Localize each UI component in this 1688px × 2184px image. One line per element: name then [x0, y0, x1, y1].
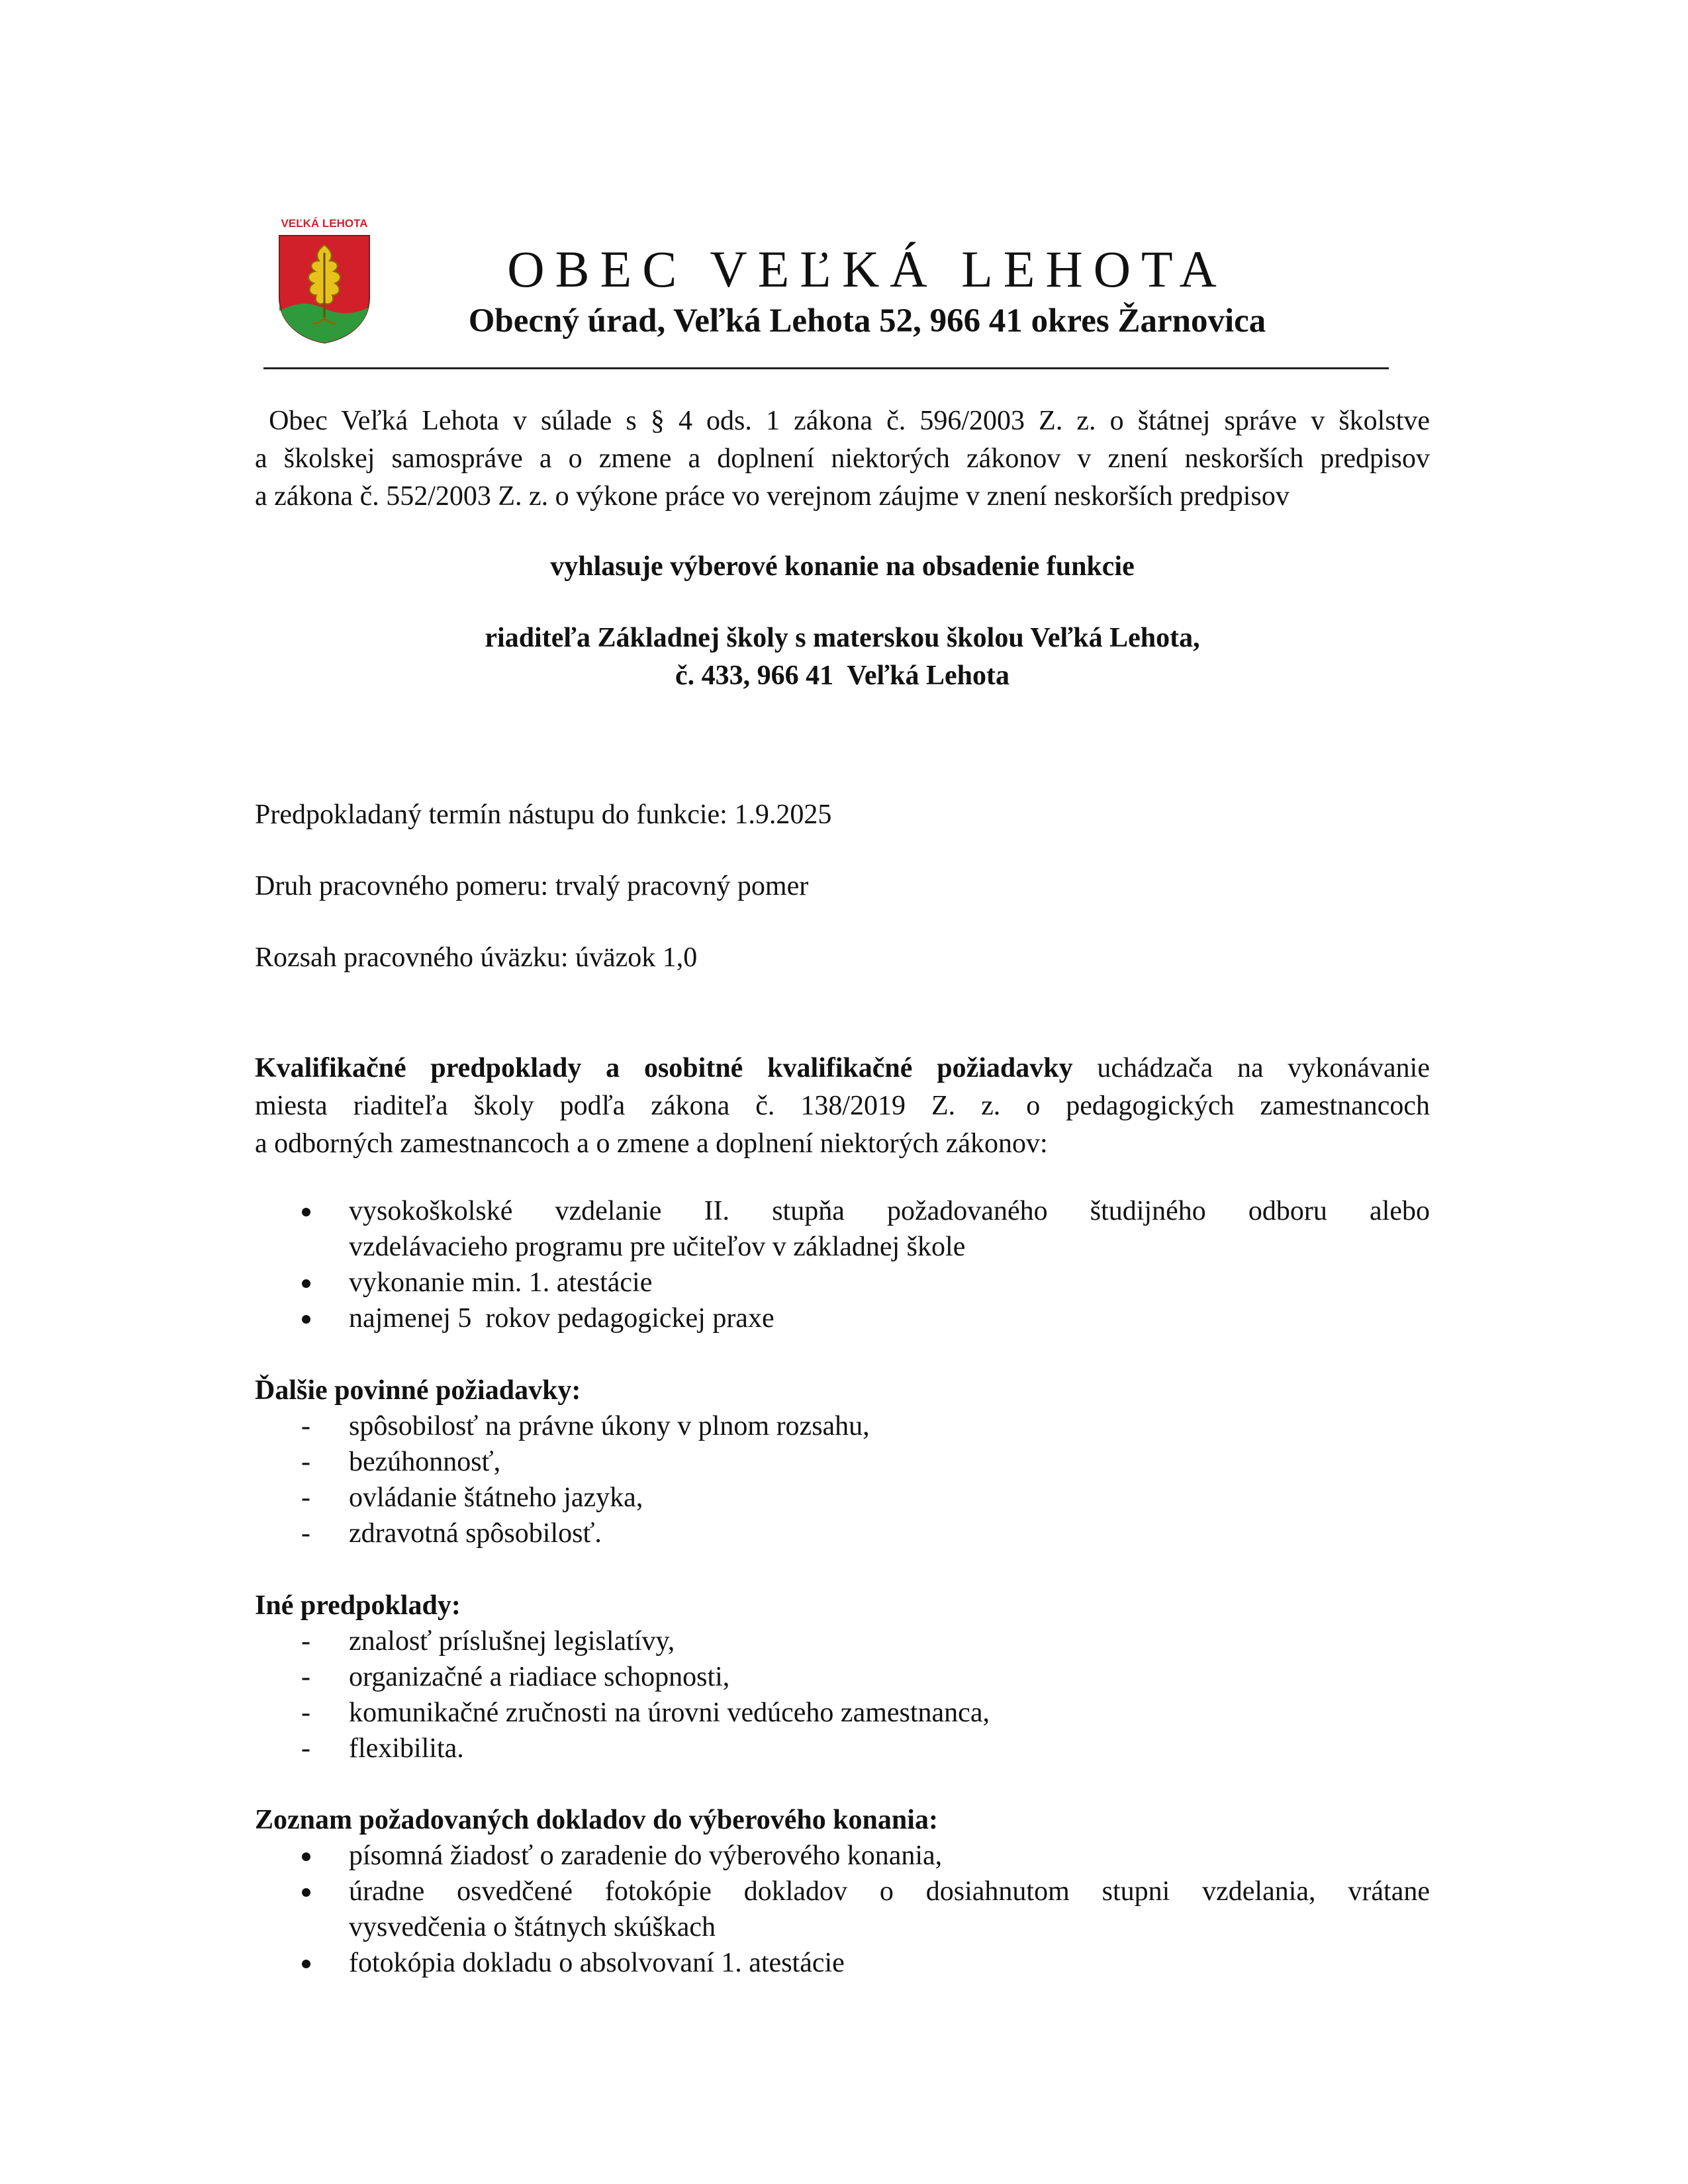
- bullet-icon: [302, 1960, 310, 1968]
- dash-icon: -: [301, 1626, 310, 1657]
- documents-heading: Zoznam požadovaných dokladov do výberového konania:: [255, 1805, 938, 1835]
- municipality-name: OBEC VEĽKÁ LEHOTA: [507, 240, 1227, 298]
- list-item: [255, 1874, 1430, 1945]
- list-item: [255, 1695, 1430, 1731]
- dash-icon: -: [301, 1411, 310, 1441]
- other-prerequisites-heading: Iné predpoklady:: [255, 1590, 461, 1621]
- list-item: [255, 1659, 1430, 1695]
- list-item-text: ovládanie štátneho jazyka,: [349, 1482, 643, 1513]
- list-item-line: fotokópia dokladu o absolvovaní 1. atestácie: [349, 1948, 845, 1978]
- position-title: [255, 619, 1430, 695]
- qualifications-bold-lead: Kvalifikačné predpoklady a osobitné kvalifikačné požiadavky: [255, 1053, 1073, 1083]
- intro-line: Obec Veľká Lehota v súlade s § 4 ods. 1 zákona č. 596/2003 Z. z. o štátnej správe v školstve: [255, 406, 1430, 436]
- dash-icon: -: [301, 1518, 310, 1549]
- dash-icon: -: [301, 1482, 310, 1513]
- list-item-line: vykonanie min. 1. atestácie: [349, 1267, 653, 1298]
- list-item: [255, 1408, 1430, 1444]
- bullet-icon: [302, 1279, 310, 1288]
- dash-icon: -: [301, 1698, 310, 1728]
- intro-line: a zákona č. 552/2003 Z. z. o výkone práce vo verejnom záujme v znení neskorších predpisov: [255, 481, 1289, 512]
- dash-icon: -: [301, 1733, 310, 1764]
- header-divider: [263, 367, 1389, 369]
- office-address: Obecný úrad, Veľká Lehota 52, 966 41 okres Žarnovica: [468, 302, 1266, 340]
- list-item-text: znalosť príslušnej legislatívy,: [349, 1626, 675, 1657]
- list-item-text: organizačné a riadiace schopnosti,: [349, 1662, 730, 1692]
- qualifications-line-rest: uchádzača na vykonávanie: [1072, 1053, 1430, 1083]
- list-item: [255, 1945, 1430, 1981]
- list-item-line: úradne osvedčené fotokópie dokladov o dosiahnutom stupni vzdelania, vrátane: [349, 1876, 1430, 1907]
- dash-icon: -: [301, 1662, 310, 1692]
- qualifications-line: [255, 1050, 1430, 1087]
- list-item: [255, 1838, 1430, 1874]
- list-item-text: zdravotná spôsobilosť.: [349, 1518, 602, 1549]
- list-item-line: vzdelávacieho programu pre učiteľov v základnej škole: [349, 1232, 966, 1262]
- position-line: riaditeľa Základnej školy s materskou školou Veľká Lehota,: [485, 623, 1200, 653]
- list-item: [255, 1480, 1430, 1516]
- crest-caption: VEĽKÁ LEHOTA: [281, 217, 368, 230]
- intro-line: a školskej samospráve a o zmene a doplnení niektorých zákonov v znení neskorších predpisov: [255, 443, 1430, 474]
- list-item-text: komunikačné zručnosti na úrovni vedúceho zamestnanca,: [349, 1698, 990, 1728]
- list-item-text: flexibilita.: [349, 1733, 464, 1764]
- intro-paragraph: [255, 402, 1430, 516]
- qualifications-line: a odborných zamestnancoch a o zmene a doplnení niektorých zákonov:: [255, 1128, 1048, 1159]
- position-line: č. 433, 966 41 Veľká Lehota: [675, 660, 1010, 691]
- qualifications-paragraph: [255, 1050, 1430, 1163]
- list-item-line: najmenej 5 rokov pedagogickej praxe: [349, 1303, 774, 1334]
- bullet-icon: [302, 1208, 310, 1216]
- other-required-list: [255, 1408, 1430, 1551]
- announcement: vyhlasuje výberové konanie na obsadenie funkcie: [550, 551, 1135, 582]
- other-required-heading: Ďalšie povinné požiadavky:: [255, 1375, 581, 1406]
- bullet-icon: [302, 1852, 310, 1861]
- list-item: [255, 1193, 1430, 1265]
- list-item-line: vysvedčenia o štátnych skúškach: [349, 1912, 716, 1942]
- bullet-icon: [302, 1888, 310, 1897]
- list-item: [255, 1516, 1430, 1551]
- term-employment: Druh pracovného pomeru: trvalý pracovný pomer: [255, 871, 809, 901]
- list-item-line: písomná žiadosť o zaradenie do výberového konania,: [349, 1841, 943, 1871]
- bullet-icon: [302, 1315, 310, 1324]
- list-item-text: bezúhonnosť,: [349, 1447, 501, 1477]
- qualifications-line: miesta riaditeľa školy podľa zákona č. 138/2019 Z. z. o pedagogických zamestnancoch: [255, 1091, 1430, 1121]
- municipal-crest: [271, 217, 377, 346]
- dash-icon: -: [301, 1447, 310, 1477]
- oak-leaf-coat-of-arms-icon: [277, 233, 372, 344]
- list-item: [255, 1444, 1430, 1480]
- list-item: [255, 1265, 1430, 1300]
- documents-list: [255, 1838, 1430, 1981]
- list-item-line: vysokoškolské vzdelanie II. stupňa požadovaného študijného odboru alebo: [349, 1196, 1430, 1226]
- term-scope: Rozsah pracovného úväzku: úväzok 1,0: [255, 942, 698, 973]
- list-item-text: spôsobilosť na právne úkony v plnom rozsahu,: [349, 1411, 870, 1441]
- other-prerequisites-list: [255, 1623, 1430, 1766]
- qualifications-list: [255, 1193, 1430, 1336]
- list-item: [255, 1623, 1430, 1659]
- list-item: [255, 1731, 1430, 1766]
- list-item: [255, 1300, 1430, 1336]
- term-start: Predpokladaný termín nástupu do funkcie: 1.9.2025: [255, 799, 832, 830]
